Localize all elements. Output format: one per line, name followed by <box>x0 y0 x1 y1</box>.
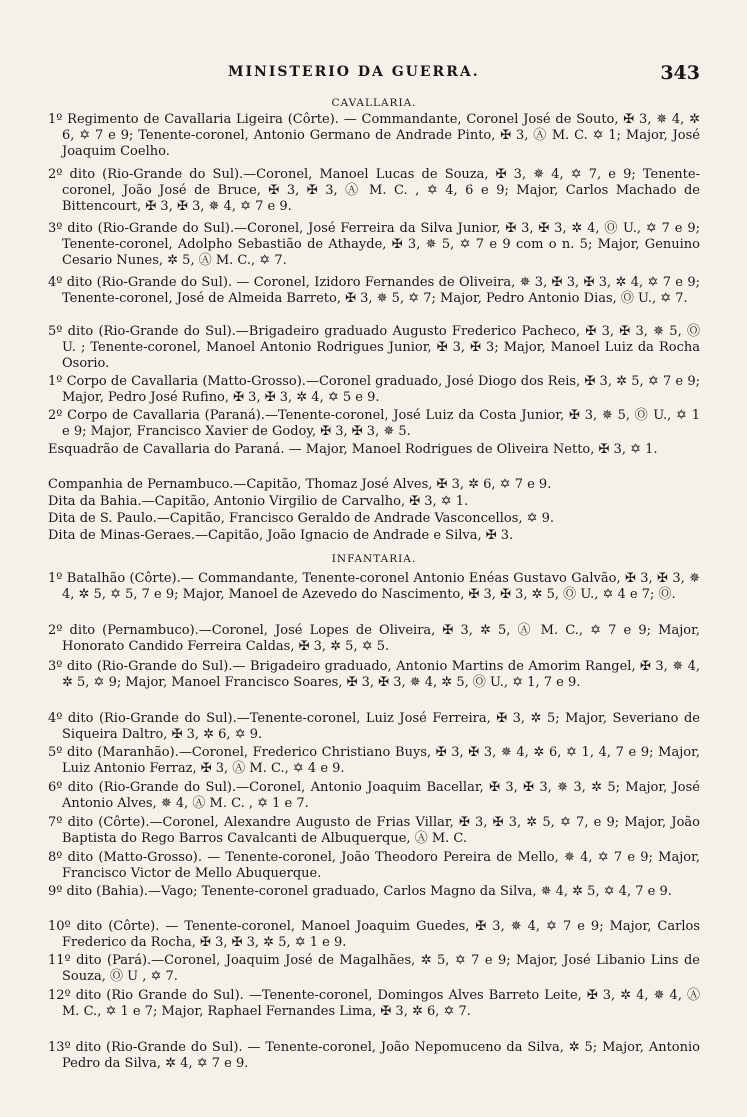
entry-cavallaria-7: 2º Corpo de Cavallaria (Paraná).—Tenente-coronel, José Luiz da Costa Junior, ✠ 3, ✵ 5, Ⓞ U., ✡ 1 e 9; Major, Francisco Xavier de Godoy, ✠ 3, ✠ 3, ✵ 5. <box>48 408 700 440</box>
entry-cavallaria-8: Esquadrão de Cavallaria do Paraná. — Major, Manoel Rodrigues de Oliveira Netto, ✠ 3, ✡ 1. <box>48 442 658 457</box>
entry-infantaria-9: 9º dito (Bahia).—Vago; Tenente-coronel graduado, Carlos Magno da Silva, ✵ 4, ✲ 5, ✡ 4, 7 e 9. <box>48 884 672 899</box>
entry-cavallaria-10: Dita da Bahia.—Capitão, Antonio Virgilio de Carvalho, ✠ 3, ✡ 1. <box>48 494 469 509</box>
section-title-cavallaria: CAVALLARIA. <box>331 97 417 109</box>
entry-cavallaria-12: Dita de Minas-Geraes.—Capitão, João Ignacio de Andrade e Silva, ✠ 3. <box>48 528 514 543</box>
entry-infantaria-1: 1º Batalhão (Côrte).— Commandante, Tenente-coronel Antonio Enéas Gustavo Galvão, ✠ 3, ✠ 3, ✵ 4, ✲ 5, ✡ 5, 7 e 9; Major, Manoel de Azevedo do Nascimento, ✠ 3, ✠ 3, ✲ 5, Ⓞ U., ✡ 4 e 7; Ⓞ. <box>48 571 700 603</box>
entry-infantaria-12: 12º dito (Rio Grande do Sul). —Tenente-coronel, Domingos Alves Barreto Leite, ✠ 3, ✲ 4, ✵ 4, Ⓐ M. C., ✡ 1 e 7; Major, Raphael Fernandes Lima, ✠ 3, ✲ 6, ✡ 7. <box>48 988 700 1020</box>
entry-infantaria-8: 8º dito (Matto-Grosso). — Tenente-coronel, João Theodoro Pereira de Mello, ✵ 4, ✡ 7 e 9; Major, Francisco Victor de Mello Abuquerque. <box>48 850 700 882</box>
page-number: 343 <box>660 62 700 84</box>
entry-infantaria-7: 7º dito (Côrte).—Coronel, Alexandre Augusto de Frias Villar, ✠ 3, ✠ 3, ✲ 5, ✡ 7, e 9; Major, João Baptista do Rego Barros Cavalcanti de Albuquerque, Ⓐ M. C. <box>48 815 700 847</box>
entry-infantaria-2: 2º dito (Pernambuco).—Coronel, José Lopes de Oliveira, ✠ 3, ✲ 5, Ⓐ M. C., ✡ 7 e 9; Major, Honorato Candido Ferreira Caldas, ✠ 3, ✲ 5, ✡ 5. <box>48 623 700 655</box>
entry-cavallaria-9: Companhia de Pernambuco.—Capitão, Thomaz José Alves, ✠ 3, ✲ 6, ✡ 7 e 9. <box>48 477 552 492</box>
section-title-infantaria: INFANTARIA. <box>331 553 417 565</box>
entry-infantaria-4: 4º dito (Rio-Grande do Sul).—Tenente-coronel, Luiz José Ferreira, ✠ 3, ✲ 5; Major, Severiano de Siqueira Daltro, ✠ 3, ✲ 6, ✡ 9. <box>48 711 700 743</box>
entry-infantaria-3: 3º dito (Rio-Grande do Sul).— Brigadeiro graduado, Antonio Martins de Amorim Rangel, ✠ 3, ✵ 4, ✲ 5, ✡ 9; Major, Manoel Francisco Soares, ✠ 3, ✠ 3, ✵ 4, ✲ 5, Ⓞ U., ✡ 1, 7 e 9. <box>48 659 700 691</box>
page-header <box>48 62 700 86</box>
entry-cavallaria-1: 1º Regimento de Cavallaria Ligeira (Côrte). — Commandante, Coronel José de Souto, ✠ 3, ✵ 4, ✲ 6, ✡ 7 e 9; Tenente-coronel, Antonio Germano de Andrade Pinto, ✠ 3, Ⓐ M. C. ✡ 1; Major, José Joaquim Coelho. <box>48 112 700 160</box>
entry-cavallaria-4: 4º dito (Rio-Grande do Sul). — Coronel, Izidoro Fernandes de Oliveira, ✵ 3, ✠ 3, ✠ 3, ✲ 4, ✡ 7 e 9; Tenente-coronel, José de Almeida Barreto, ✠ 3, ✵ 5, ✡ 7; Major, Pedro Antonio Dias, Ⓞ U., ✡ 7. <box>48 275 700 307</box>
entry-cavallaria-2: 2º dito (Rio-Grande do Sul).—Coronel, Manoel Lucas de Souza, ✠ 3, ✵ 4, ✡ 7, e 9; Tenente-coronel, João José de Bruce, ✠ 3, ✠ 3, Ⓐ M. C. , ✡ 4, 6 e 9; Major, Carlos Machado de Bittencourt, ✠ 3, ✠ 3, ✵ 4, ✡ 7 e 9. <box>48 167 700 215</box>
entry-infantaria-11: 11º dito (Pará).—Coronel, Joaquim José de Magalhães, ✲ 5, ✡ 7 e 9; Major, José Libanio Lins de Souza, Ⓞ U , ✡ 7. <box>48 953 700 985</box>
document-page <box>48 0 700 1117</box>
entry-infantaria-6: 6º dito (Rio-Grande do Sul).—Coronel, Antonio Joaquim Bacellar, ✠ 3, ✠ 3, ✵ 3, ✲ 5; Major, José Antonio Alves, ✵ 4, Ⓐ M. C. , ✡ 1 e 7. <box>48 780 700 812</box>
entry-cavallaria-5: 5º dito (Rio-Grande do Sul).—Brigadeiro graduado Augusto Frederico Pacheco, ✠ 3, ✠ 3, ✵ 5, Ⓞ U. ; Tenente-coronel, Manoel Antonio Rodrigues Junior, ✠ 3, ✠ 3; Major, Manoel Luiz da Rocha Osorio. <box>48 324 700 372</box>
entry-cavallaria-11: Dita de S. Paulo.—Capitão, Francisco Geraldo de Andrade Vasconcellos, ✡ 9. <box>48 511 555 526</box>
entry-cavallaria-6: 1º Corpo de Cavallaria (Matto-Grosso).—Coronel graduado, José Diogo dos Reis, ✠ 3, ✲ 5, ✡ 7 e 9; Major, Pedro José Rufino, ✠ 3, ✠ 3, ✲ 4, ✡ 5 e 9. <box>48 374 700 406</box>
entry-cavallaria-3: 3º dito (Rio-Grande do Sul).—Coronel, José Ferreira da Silva Junior, ✠ 3, ✠ 3, ✲ 4, Ⓞ U., ✡ 7 e 9; Tenente-coronel, Adolpho Sebastião de Athayde, ✠ 3, ✵ 5, ✡ 7 e 9 com o n. 5; Major, Genuino Cesario Nunes, ✲ 5, Ⓐ M. C., ✡ 7. <box>48 221 700 269</box>
entry-infantaria-10: 10º dito (Côrte). — Tenente-coronel, Manoel Joaquim Guedes, ✠ 3, ✵ 4, ✡ 7 e 9; Major, Carlos Frederico da Rocha, ✠ 3, ✠ 3, ✲ 5, ✡ 1 e 9. <box>48 919 700 951</box>
running-head: MINISTERIO DA GUERRA. <box>228 64 480 80</box>
entry-infantaria-13: 13º dito (Rio-Grande do Sul). — Tenente-coronel, João Nepomuceno da Silva, ✲ 5; Major, Antonio Pedro da Silva, ✲ 4, ✡ 7 e 9. <box>48 1040 700 1072</box>
entry-infantaria-5: 5º dito (Maranhão).—Coronel, Frederico Christiano Buys, ✠ 3, ✠ 3, ✵ 4, ✲ 6, ✡ 1, 4, 7 e 9; Major, Luiz Antonio Ferraz, ✠ 3, Ⓐ M. C., ✡ 4 e 9. <box>48 745 700 777</box>
